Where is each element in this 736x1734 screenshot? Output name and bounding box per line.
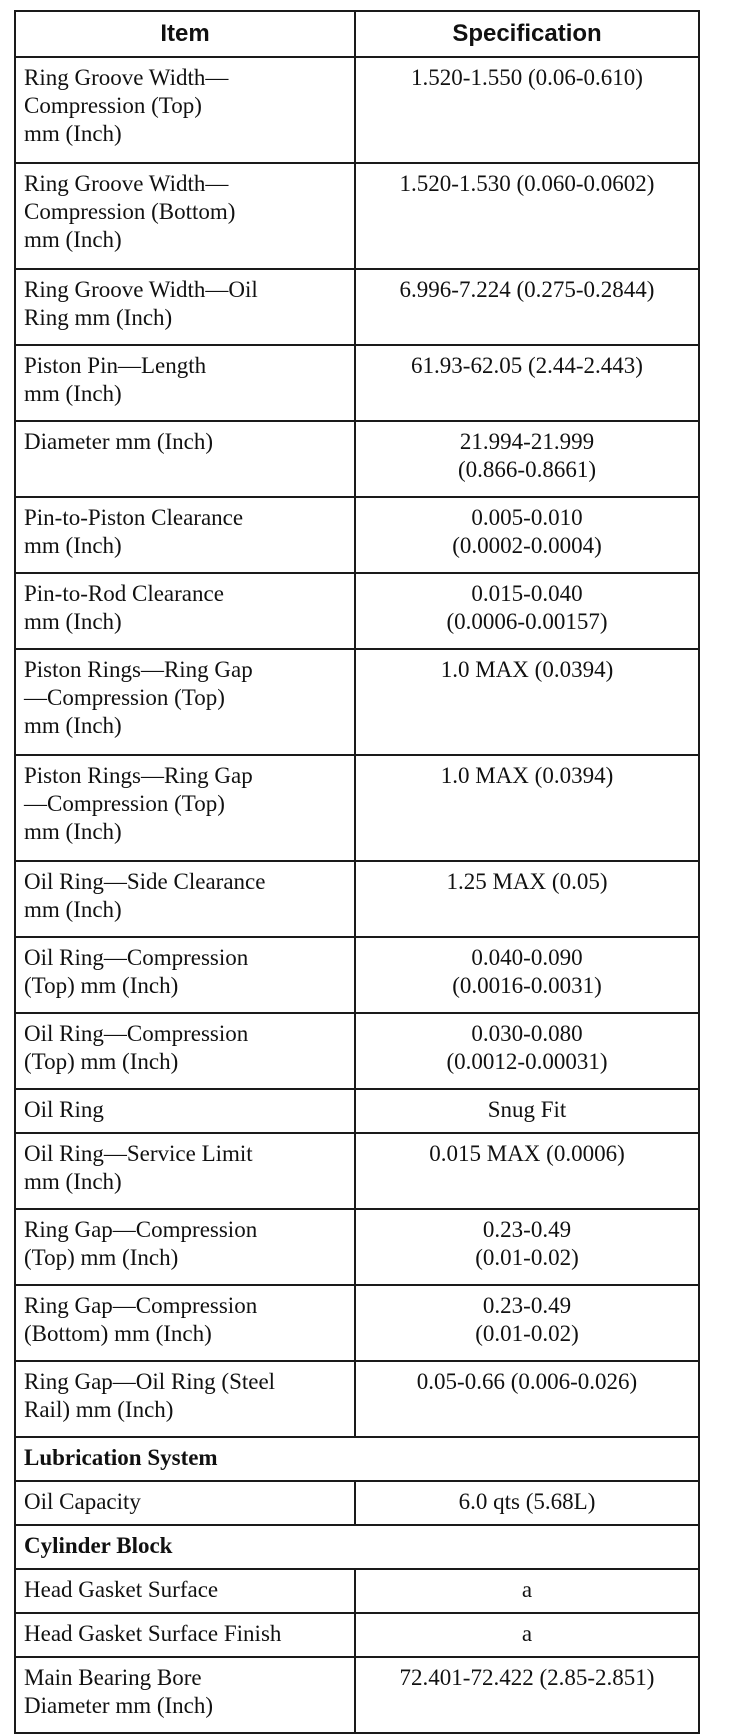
item-cell <box>15 937 355 1013</box>
item-line: Oil Ring <box>24 1097 104 1122</box>
spec-cell <box>355 1481 699 1525</box>
spec-cell <box>355 1209 699 1285</box>
item-cell <box>15 1481 355 1525</box>
table-row <box>15 1657 699 1733</box>
item-line: Oil Ring—Side Clearance <box>24 869 266 894</box>
item-line: mm (Inch) <box>24 897 122 922</box>
table-row <box>15 937 699 1013</box>
spec-cell <box>355 1133 699 1209</box>
item-cell <box>15 497 355 573</box>
spec-cell <box>355 1089 699 1133</box>
item-cell <box>15 1089 355 1133</box>
spec-line: (0.866-0.8661) <box>458 457 596 482</box>
footnote-mark: a <box>521 1577 533 1602</box>
spec-cell <box>355 755 699 861</box>
item-cell <box>15 421 355 497</box>
item-cell <box>15 57 355 163</box>
table-row <box>15 573 699 649</box>
section-row-cylinder-block <box>15 1525 699 1569</box>
item-line: mm (Inch) <box>24 609 122 634</box>
header-specification: Specification <box>355 11 699 57</box>
header-item: Item <box>15 11 355 57</box>
table-row <box>15 1209 699 1285</box>
item-line: Ring Groove Width—Oil <box>24 277 258 302</box>
item-cell <box>15 573 355 649</box>
table-row <box>15 1013 699 1089</box>
spec-line: 1.25 MAX (0.05) <box>446 869 608 894</box>
item-line: (Top) mm (Inch) <box>24 1245 179 1270</box>
spec-line: 0.23-0.49 <box>482 1217 572 1242</box>
item-cell <box>15 1209 355 1285</box>
table-row <box>15 1569 699 1613</box>
item-line: (Bottom) mm (Inch) <box>24 1321 212 1346</box>
spec-line: 6.0 qts (5.68L) <box>458 1489 596 1514</box>
spec-line: 0.015 MAX (0.0006) <box>429 1141 625 1166</box>
item-line: Rail) mm (Inch) <box>24 1397 174 1422</box>
item-cell <box>15 269 355 345</box>
section-row-lubrication <box>15 1437 699 1481</box>
item-line: Piston Rings—Ring Gap <box>24 657 253 682</box>
item-cell <box>15 1013 355 1089</box>
section-title-lubrication: Lubrication System <box>15 1437 699 1481</box>
item-line: (Top) mm (Inch) <box>24 973 179 998</box>
spec-cell <box>355 649 699 755</box>
item-line: Piston Rings—Ring Gap <box>24 763 253 788</box>
item-line: Oil Ring—Compression <box>24 945 249 970</box>
item-line: Oil Ring—Compression <box>24 1021 249 1046</box>
item-cell <box>15 1361 355 1437</box>
item-line: Pin-to-Rod Clearance <box>24 581 224 606</box>
table-row <box>15 163 699 269</box>
spec-line: 1.520-1.530 (0.060-0.0602) <box>399 171 655 196</box>
item-cell <box>15 861 355 937</box>
spec-cell <box>355 937 699 1013</box>
spec-line: 0.040-0.090 <box>471 945 583 970</box>
table-row <box>15 345 699 421</box>
spec-line: 0.015-0.040 <box>471 581 583 606</box>
table-row <box>15 861 699 937</box>
spec-cell <box>355 1285 699 1361</box>
item-line: Oil Capacity <box>24 1489 141 1514</box>
section-title-cylinder-block: Cylinder Block <box>15 1525 699 1569</box>
spec-line: (0.0016-0.0031) <box>452 973 602 998</box>
table-row <box>15 57 699 163</box>
spec-sheet <box>14 10 698 1734</box>
item-line: mm (Inch) <box>24 819 122 844</box>
item-cell <box>15 1657 355 1733</box>
spec-line: Snug Fit <box>487 1097 567 1122</box>
item-cell <box>15 1569 355 1613</box>
item-cell <box>15 1133 355 1209</box>
item-line: Head Gasket Surface <box>24 1577 219 1602</box>
item-line: Ring Gap—Compression <box>24 1293 258 1318</box>
spec-line: 0.23-0.49 <box>482 1293 572 1318</box>
footnote-mark: a <box>521 1621 533 1646</box>
spec-line: 1.520-1.550 (0.06-0.610) <box>411 65 643 90</box>
spec-cell <box>355 57 699 163</box>
spec-line: 0.005-0.010 <box>471 505 583 530</box>
item-line: mm (Inch) <box>24 533 122 558</box>
table-row <box>15 1481 699 1525</box>
spec-cell <box>355 1013 699 1089</box>
item-line: Ring Groove Width— <box>24 65 229 90</box>
table-row <box>15 1285 699 1361</box>
spec-cell <box>355 1361 699 1437</box>
item-line: Ring Gap—Compression <box>24 1217 258 1242</box>
item-line: Ring Groove Width— <box>24 171 229 196</box>
item-line: Piston Pin—Length <box>24 353 207 378</box>
item-line: Ring Gap—Oil Ring (Steel <box>24 1369 276 1394</box>
item-line: Compression (Bottom) <box>24 199 236 224</box>
item-line: —Compression (Top) <box>24 685 225 710</box>
item-cell <box>15 345 355 421</box>
spec-cell <box>355 1569 699 1613</box>
table-row <box>15 649 699 755</box>
table-row <box>15 421 699 497</box>
table-row <box>15 497 699 573</box>
spec-line: 61.93-62.05 (2.44-2.443) <box>411 353 643 378</box>
item-line: Oil Ring—Service Limit <box>24 1141 253 1166</box>
item-line: mm (Inch) <box>24 713 122 738</box>
spec-cell <box>355 861 699 937</box>
item-cell <box>15 163 355 269</box>
table-row <box>15 1133 699 1209</box>
item-line: mm (Inch) <box>24 1169 122 1194</box>
table-row <box>15 1361 699 1437</box>
item-line: Diameter mm (Inch) <box>24 429 214 454</box>
specification-table <box>14 10 700 1734</box>
item-line: Ring mm (Inch) <box>24 305 173 330</box>
spec-line: (0.01-0.02) <box>475 1245 579 1270</box>
item-line: Head Gasket Surface Finish <box>24 1621 282 1646</box>
table-row <box>15 755 699 861</box>
item-cell <box>15 649 355 755</box>
item-line: Main Bearing Bore <box>24 1665 202 1690</box>
spec-line: 1.0 MAX (0.0394) <box>440 763 614 788</box>
spec-line: 72.401-72.422 (2.85-2.851) <box>399 1665 655 1690</box>
spec-line: (0.01-0.02) <box>475 1321 579 1346</box>
spec-cell <box>355 163 699 269</box>
item-cell <box>15 755 355 861</box>
table-header-row <box>15 11 699 57</box>
spec-line: 0.030-0.080 <box>471 1021 583 1046</box>
item-line: Diameter mm (Inch) <box>24 1693 214 1718</box>
spec-line: 6.996-7.224 (0.275-0.2844) <box>399 277 655 302</box>
spec-cell <box>355 1657 699 1733</box>
item-cell <box>15 1285 355 1361</box>
item-cell <box>15 1613 355 1657</box>
spec-line: 1.0 MAX (0.0394) <box>440 657 614 682</box>
table-row <box>15 1089 699 1133</box>
spec-line: (0.0012-0.00031) <box>446 1049 608 1074</box>
spec-cell <box>355 345 699 421</box>
spec-cell <box>355 497 699 573</box>
spec-line: 0.05-0.66 (0.006-0.026) <box>416 1369 638 1394</box>
spec-line: (0.0002-0.0004) <box>452 533 602 558</box>
item-line: mm (Inch) <box>24 121 122 146</box>
item-line: mm (Inch) <box>24 227 122 252</box>
item-line: (Top) mm (Inch) <box>24 1049 179 1074</box>
item-line: mm (Inch) <box>24 381 122 406</box>
spec-cell <box>355 573 699 649</box>
item-line: —Compression (Top) <box>24 791 225 816</box>
spec-line: (0.0006-0.00157) <box>446 609 608 634</box>
spec-line: 21.994-21.999 <box>459 429 595 454</box>
spec-cell <box>355 269 699 345</box>
spec-cell <box>355 1613 699 1657</box>
spec-cell <box>355 421 699 497</box>
table-row <box>15 269 699 345</box>
item-line: Pin-to-Piston Clearance <box>24 505 244 530</box>
item-line: Compression (Top) <box>24 93 202 118</box>
table-row <box>15 1613 699 1657</box>
